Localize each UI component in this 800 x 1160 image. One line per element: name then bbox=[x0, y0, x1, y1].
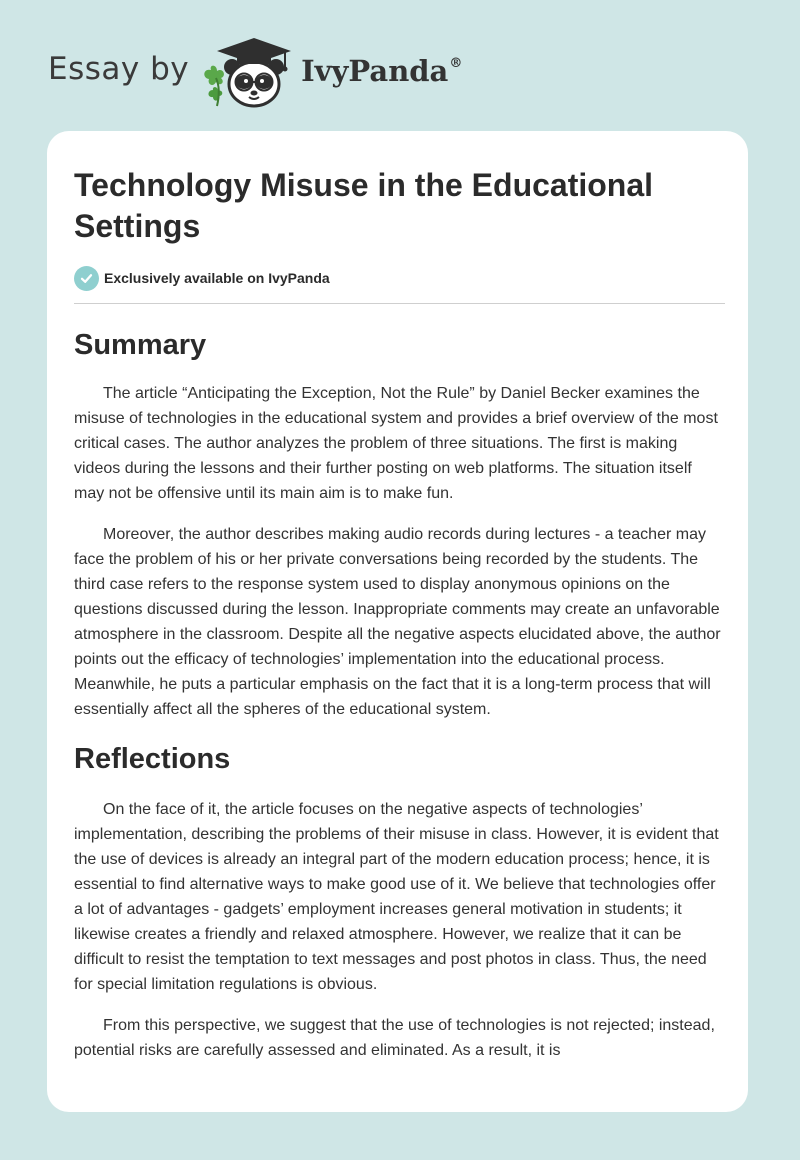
site-header bbox=[48, 34, 462, 110]
summary-heading: Summary bbox=[74, 329, 207, 361]
article-card bbox=[47, 131, 748, 1112]
summary-paragraph-1: The article “Anticipating the Exception, Not the Rule” by Daniel Becker examines the misuse of technologies in the educational system and provides a brief overview of the most critical cases. The author analyzes the problem of three situations. The first is making videos during the lessons and their further posting on web platforms. The situation itself may not be offensive until its main aim is to make fun. bbox=[74, 385, 718, 502]
check-circle-icon bbox=[74, 266, 99, 291]
summary-paragraph-2: Moreover, the author describes making audio records during lectures - a teacher may face the problem of his or her private conversations being recorded by the students. The third case refers to the response system used to display anonymous opinions on the questions discussed during the lesson. Inappropriate comments may create an unfavorable atmosphere in the classroom. Despite all the negative aspects elucidated above, the author points out the efficacy of technologies’ implementation into the educational process. Meanwhile, he puts a particular emphasis on the fact that it is a long-term process that will essentially affect all the spheres of the educational system. bbox=[74, 526, 721, 718]
reflections-paragraph-1: On the face of it, the article focuses on the negative aspects of technologies’ implementation, describing the problems of their misuse in class. However, it is evident that the use of devices is already an integral part of the modern education process; hence, it is essential to find alternative ways to make good use of it. We believe that technologies offer a lot of advantages - gadgets’ employment increases general motivation in students; it likewise creates a friendly and relaxed atmosphere. However, we realize that it can be difficult to resist the temptation to text messages and post photos in class. Thus, the need for special limitation regulations is obvious. bbox=[74, 801, 719, 993]
brand-name[interactable] bbox=[301, 54, 462, 88]
exclusive-badge bbox=[74, 265, 725, 291]
essay-by-label: Essay by bbox=[48, 51, 190, 87]
article-title: Technology Misuse in the Educational Settings bbox=[74, 167, 654, 244]
article-content bbox=[74, 165, 725, 1063]
exclusive-label: Exclusively available on IvyPanda bbox=[104, 270, 330, 286]
title-divider bbox=[74, 303, 725, 304]
reflections-paragraph-2: From this perspective, we suggest that the use of technologies is not rejected; instead, potential risks are carefully assessed and eliminated. As a result, it is bbox=[74, 1017, 715, 1059]
reflections-heading: Reflections bbox=[74, 743, 231, 775]
brand-label[interactable]: IvyPanda bbox=[301, 54, 449, 88]
registered-mark: ® bbox=[449, 56, 463, 71]
panda-graduate-logo-icon[interactable] bbox=[199, 34, 299, 110]
